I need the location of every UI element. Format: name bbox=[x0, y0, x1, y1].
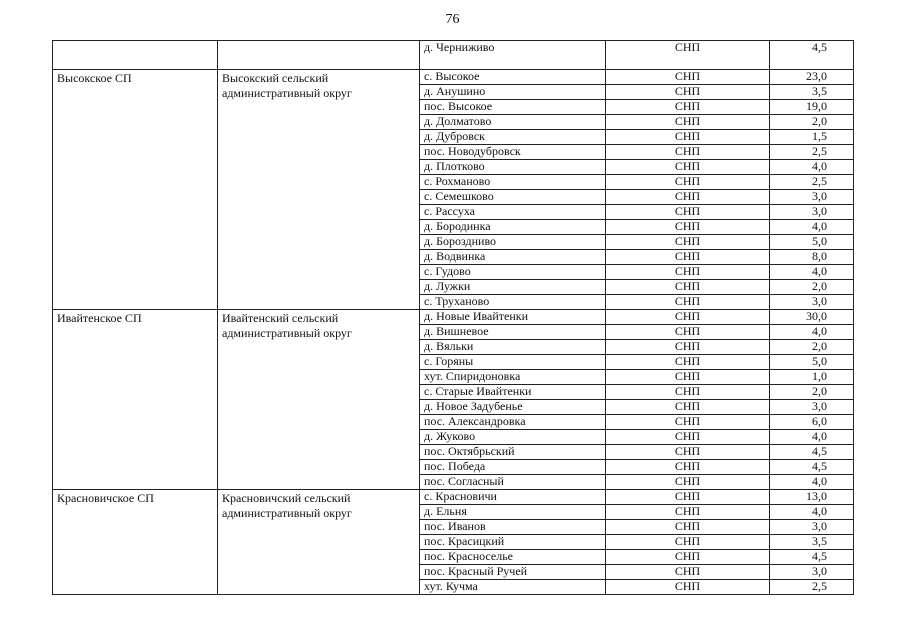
value-cell: 1,0 bbox=[770, 370, 854, 385]
settlement-cell: д. Водвинка bbox=[420, 250, 606, 265]
settlement-cell: пос. Октябрьский bbox=[420, 445, 606, 460]
type-cell: СНП bbox=[606, 235, 770, 250]
settlement-cell: с. Красновичи bbox=[420, 490, 606, 505]
type-cell: СНП bbox=[606, 265, 770, 280]
value-cell: 23,0 bbox=[770, 70, 854, 85]
settlement-cell: д. Черниживо bbox=[420, 41, 606, 70]
settlement-cell: пос. Александровка bbox=[420, 415, 606, 430]
value-cell: 5,0 bbox=[770, 235, 854, 250]
type-cell: СНП bbox=[606, 415, 770, 430]
table-row bbox=[53, 310, 854, 325]
type-cell: СНП bbox=[606, 565, 770, 580]
value-cell: 2,5 bbox=[770, 175, 854, 190]
settlement-cell: пос. Иванов bbox=[420, 520, 606, 535]
sp-cell bbox=[53, 41, 218, 70]
value-cell: 2,0 bbox=[770, 340, 854, 355]
value-cell: 2,5 bbox=[770, 580, 854, 595]
value-cell: 4,0 bbox=[770, 430, 854, 445]
value-cell: 2,0 bbox=[770, 115, 854, 130]
settlement-cell: пос. Новодубровск bbox=[420, 145, 606, 160]
value-cell: 3,0 bbox=[770, 565, 854, 580]
page-number: 76 bbox=[445, 12, 460, 27]
settlement-cell: с. Старые Ивайтенки bbox=[420, 385, 606, 400]
value-cell: 4,5 bbox=[770, 41, 854, 70]
settlement-cell: д. Анушино bbox=[420, 85, 606, 100]
type-cell: СНП bbox=[606, 475, 770, 490]
value-cell: 4,5 bbox=[770, 445, 854, 460]
settlement-cell: с. Рассуха bbox=[420, 205, 606, 220]
value-cell: 4,0 bbox=[770, 160, 854, 175]
settlement-cell: д. Ельня bbox=[420, 505, 606, 520]
value-cell: 3,5 bbox=[770, 535, 854, 550]
value-cell: 4,0 bbox=[770, 505, 854, 520]
okrug-name-cell: Красновичский сельский административный округ bbox=[218, 490, 420, 595]
type-cell: СНП bbox=[606, 580, 770, 595]
okrug-cell bbox=[218, 41, 420, 70]
value-cell: 2,0 bbox=[770, 280, 854, 295]
settlement-cell: д. Дубровск bbox=[420, 130, 606, 145]
sp-name-cell: Ивайтенское СП bbox=[53, 310, 218, 490]
type-cell: СНП bbox=[606, 460, 770, 475]
type-cell: СНП bbox=[606, 280, 770, 295]
settlement-cell: пос. Высокое bbox=[420, 100, 606, 115]
value-cell: 4,5 bbox=[770, 460, 854, 475]
type-cell: СНП bbox=[606, 385, 770, 400]
type-cell: СНП bbox=[606, 400, 770, 415]
settlement-cell: с. Горяны bbox=[420, 355, 606, 370]
settlement-cell: пос. Красноселье bbox=[420, 550, 606, 565]
type-cell: СНП bbox=[606, 41, 770, 70]
settlement-cell: д. Новое Задубенье bbox=[420, 400, 606, 415]
value-cell: 5,0 bbox=[770, 355, 854, 370]
okrug-name-cell: Ивайтенский сельский административный округ bbox=[218, 310, 420, 490]
value-cell: 4,0 bbox=[770, 325, 854, 340]
type-cell: СНП bbox=[606, 430, 770, 445]
type-cell: СНП bbox=[606, 310, 770, 325]
settlements-table bbox=[52, 40, 854, 595]
value-cell: 2,5 bbox=[770, 145, 854, 160]
type-cell: СНП bbox=[606, 550, 770, 565]
table-row bbox=[53, 70, 854, 85]
value-cell: 8,0 bbox=[770, 250, 854, 265]
value-cell: 1,5 bbox=[770, 130, 854, 145]
settlement-cell: пос. Победа bbox=[420, 460, 606, 475]
settlement-cell: пос. Красный Ручей bbox=[420, 565, 606, 580]
settlement-cell: д. Плотково bbox=[420, 160, 606, 175]
table-row bbox=[53, 41, 854, 70]
settlement-cell: с. Высокое bbox=[420, 70, 606, 85]
settlement-cell: д. Лужки bbox=[420, 280, 606, 295]
table-row bbox=[53, 490, 854, 505]
settlement-cell: д. Долматово bbox=[420, 115, 606, 130]
type-cell: СНП bbox=[606, 505, 770, 520]
value-cell: 2,0 bbox=[770, 385, 854, 400]
type-cell: СНП bbox=[606, 160, 770, 175]
type-cell: СНП bbox=[606, 370, 770, 385]
settlement-cell: хут. Спиридоновка bbox=[420, 370, 606, 385]
value-cell: 3,0 bbox=[770, 520, 854, 535]
value-cell: 4,0 bbox=[770, 220, 854, 235]
okrug-name-cell: Высокский сельский административный округ bbox=[218, 70, 420, 310]
value-cell: 4,0 bbox=[770, 475, 854, 490]
type-cell: СНП bbox=[606, 100, 770, 115]
settlement-cell: д. Вишневое bbox=[420, 325, 606, 340]
settlement-cell: с. Семешково bbox=[420, 190, 606, 205]
type-cell: СНП bbox=[606, 250, 770, 265]
value-cell: 19,0 bbox=[770, 100, 854, 115]
value-cell: 30,0 bbox=[770, 310, 854, 325]
type-cell: СНП bbox=[606, 325, 770, 340]
settlement-cell: хут. Кучма bbox=[420, 580, 606, 595]
settlement-cell: д. Жуково bbox=[420, 430, 606, 445]
settlement-cell: д. Вяльки bbox=[420, 340, 606, 355]
value-cell: 13,0 bbox=[770, 490, 854, 505]
value-cell: 4,0 bbox=[770, 265, 854, 280]
type-cell: СНП bbox=[606, 520, 770, 535]
value-cell: 3,0 bbox=[770, 295, 854, 310]
settlement-cell: с. Труханово bbox=[420, 295, 606, 310]
settlement-cell: с. Гудово bbox=[420, 265, 606, 280]
type-cell: СНП bbox=[606, 535, 770, 550]
settlements-table-body bbox=[53, 41, 854, 595]
type-cell: СНП bbox=[606, 70, 770, 85]
settlement-cell: д. Бородинка bbox=[420, 220, 606, 235]
value-cell: 3,0 bbox=[770, 205, 854, 220]
value-cell: 4,5 bbox=[770, 550, 854, 565]
type-cell: СНП bbox=[606, 295, 770, 310]
type-cell: СНП bbox=[606, 85, 770, 100]
settlement-cell: с. Рохманово bbox=[420, 175, 606, 190]
settlement-cell: пос. Красицкий bbox=[420, 535, 606, 550]
type-cell: СНП bbox=[606, 220, 770, 235]
value-cell: 6,0 bbox=[770, 415, 854, 430]
type-cell: СНП bbox=[606, 205, 770, 220]
value-cell: 3,0 bbox=[770, 400, 854, 415]
type-cell: СНП bbox=[606, 340, 770, 355]
type-cell: СНП bbox=[606, 130, 770, 145]
type-cell: СНП bbox=[606, 175, 770, 190]
settlement-cell: д. Бороздниво bbox=[420, 235, 606, 250]
type-cell: СНП bbox=[606, 490, 770, 505]
value-cell: 3,5 bbox=[770, 85, 854, 100]
settlement-cell: пос. Согласный bbox=[420, 475, 606, 490]
sp-name-cell: Красновичское СП bbox=[53, 490, 218, 595]
value-cell: 3,0 bbox=[770, 190, 854, 205]
type-cell: СНП bbox=[606, 190, 770, 205]
sp-name-cell: Высокское СП bbox=[53, 70, 218, 310]
type-cell: СНП bbox=[606, 355, 770, 370]
settlement-cell: д. Новые Ивайтенки bbox=[420, 310, 606, 325]
type-cell: СНП bbox=[606, 445, 770, 460]
type-cell: СНП bbox=[606, 145, 770, 160]
type-cell: СНП bbox=[606, 115, 770, 130]
